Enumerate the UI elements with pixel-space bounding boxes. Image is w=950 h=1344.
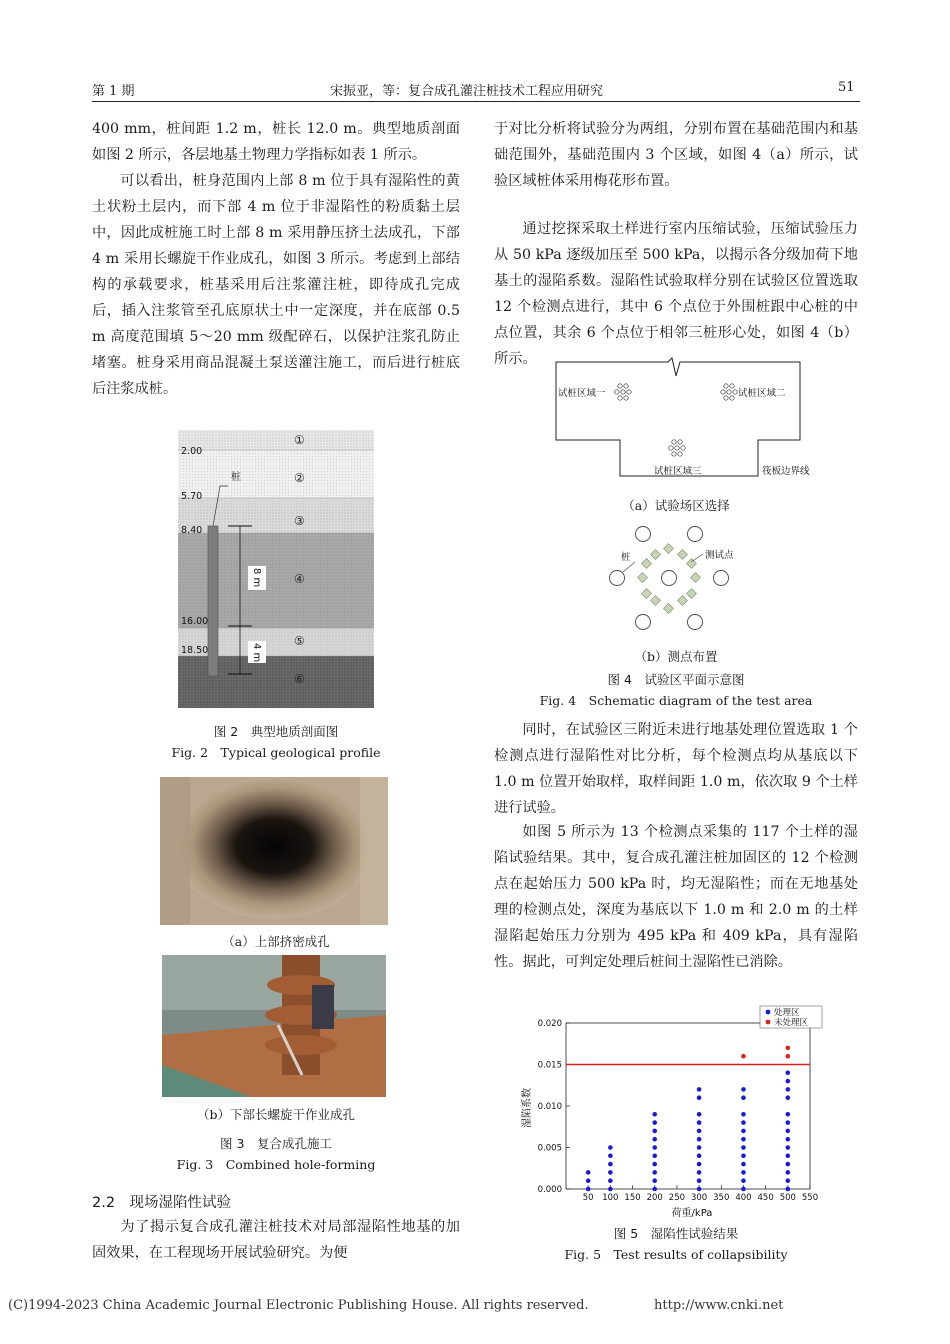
- data-point: [697, 1145, 702, 1150]
- data-point: [786, 1054, 791, 1059]
- x-tick-label: 450: [757, 1193, 774, 1203]
- x-tick-label: 550: [801, 1193, 819, 1203]
- data-point: [741, 1120, 746, 1125]
- data-point: [652, 1145, 657, 1150]
- data-point: [786, 1071, 791, 1076]
- data-point: [608, 1162, 613, 1167]
- data-point: [652, 1129, 657, 1134]
- figure-caption: 图 3 复合成孔施工: [220, 1136, 332, 1151]
- data-point: [786, 1137, 791, 1142]
- x-tick-label: 400: [735, 1193, 752, 1203]
- data-point: [697, 1129, 702, 1134]
- data-point: [786, 1112, 791, 1117]
- figure-caption-en: Fig. 2 Typical geological profile: [171, 745, 381, 760]
- data-point: [741, 1137, 746, 1142]
- data-point: [741, 1095, 746, 1100]
- data-point: [786, 1079, 791, 1084]
- soil-layer-3: [178, 498, 374, 533]
- subfigure-caption: （b）测点布置: [634, 649, 718, 664]
- figure-caption: 图 2 典型地质剖面图: [213, 724, 339, 739]
- soil-layer-4: [178, 533, 374, 628]
- measuring-point-layout: [595, 520, 755, 640]
- upper-hole-photo: [160, 777, 388, 925]
- data-point: [697, 1120, 702, 1125]
- pile-label: 桩: [231, 472, 241, 483]
- x-tick-label: 100: [602, 1193, 619, 1203]
- figure-caption-en: Fig. 3 Combined hole-forming: [176, 1157, 376, 1172]
- journal-issue: 第 1 期: [92, 84, 135, 99]
- data-point: [697, 1087, 702, 1092]
- pile: [208, 526, 218, 676]
- legend-label: 未处理区: [774, 1018, 809, 1028]
- figure-caption: 图 4 试验区平面示意图: [607, 672, 745, 687]
- paragraph: 于对比分析将试验分为两组，分别布置在基础范围内和基础范围外，基础范围内 3 个区域，如图 4（a）所示，试验区域桩体采用梅花形布置。: [494, 121, 858, 189]
- depth-label: 2.00: [181, 446, 203, 457]
- data-point: [652, 1170, 657, 1175]
- data-point: [741, 1129, 746, 1134]
- legend-marker: [766, 1020, 771, 1025]
- zone-label: 试桩区域一: [558, 388, 606, 399]
- layer-number: ⑥: [294, 672, 305, 686]
- dimension-4m: 4 m: [251, 643, 262, 663]
- layer-number: ①: [294, 433, 305, 447]
- y-tick-label: 0.005: [537, 1143, 562, 1154]
- data-point: [652, 1178, 657, 1183]
- subfigure-caption: （a）上部挤密成孔: [222, 934, 330, 949]
- page-number: 51: [838, 80, 855, 95]
- header-rule: [92, 101, 860, 102]
- data-point: [786, 1120, 791, 1125]
- data-point: [697, 1162, 702, 1167]
- soil-layer-1: [178, 430, 374, 450]
- geological-profile-figure: [170, 428, 380, 710]
- depth-label: 18.50: [181, 645, 209, 656]
- raft-boundary-label: 筏板边界线: [762, 466, 810, 477]
- y-tick-label: 0.010: [537, 1102, 562, 1112]
- y-tick-label: 0.020: [537, 1019, 562, 1029]
- data-point: [697, 1178, 702, 1183]
- data-point: [786, 1154, 791, 1159]
- depth-label: 16.00: [181, 616, 209, 627]
- collapsibility-chart: [512, 1004, 824, 1220]
- data-point: [608, 1154, 613, 1159]
- legend-label: 处理区: [774, 1008, 800, 1018]
- x-axis-label: 荷重/kPa: [671, 1208, 713, 1219]
- layer-number: ⑤: [294, 634, 305, 648]
- x-tick-label: 500: [779, 1193, 796, 1203]
- x-tick-label: 300: [690, 1193, 708, 1203]
- data-point: [697, 1154, 702, 1159]
- zone-label: 试桩区域三: [654, 466, 702, 477]
- subfigure-caption: （a）试验场区选择: [622, 498, 730, 513]
- figure-caption-en: Fig. 4 Schematic diagram of the test area: [539, 693, 813, 708]
- data-point: [786, 1162, 791, 1167]
- data-point: [741, 1145, 746, 1150]
- data-point: [608, 1178, 613, 1183]
- legend-marker: [766, 1010, 771, 1015]
- dimension-8m: 8 m: [251, 568, 262, 588]
- data-point: [697, 1187, 702, 1192]
- subfigure-caption: （b）下部长螺旋干作业成孔: [196, 1107, 355, 1122]
- data-point: [697, 1170, 702, 1175]
- plot-frame: [566, 1023, 810, 1189]
- x-tick-label: 350: [713, 1193, 730, 1203]
- data-point: [608, 1145, 613, 1150]
- data-point: [586, 1170, 591, 1175]
- data-point: [786, 1145, 791, 1150]
- data-point: [652, 1137, 657, 1142]
- paragraph: 通过挖探采取土样进行室内压缩试验，压缩试验压力从 50 kPa 逐级加压至 500 kPa，以揭示各分级加荷下地基土的湿陷系数。湿陷性试验取样分别在试验区位置选取 12 个检测点进行，其中 6 个点位于外围桩跟中心桩的中点位置，其余 6 个点位于相邻三桩形心处，如图 4（b）所示。: [494, 221, 858, 367]
- data-point: [652, 1162, 657, 1167]
- pile-legend-label: 桩: [621, 552, 631, 563]
- running-title: 宋振亚，等：复合成孔灌注桩技术工程应用研究: [330, 84, 604, 99]
- data-point: [741, 1112, 746, 1117]
- x-tick-label: 150: [624, 1193, 641, 1203]
- data-point: [786, 1170, 791, 1175]
- layer-number: ③: [294, 514, 305, 528]
- x-tick-label: 250: [668, 1193, 686, 1203]
- figure-caption: 图 5 湿陷性试验结果: [613, 1226, 739, 1241]
- depth-label: 5.70: [181, 491, 203, 502]
- y-axis-label: 湿陷系数: [522, 1088, 533, 1128]
- data-point: [586, 1178, 591, 1183]
- data-point: [741, 1170, 746, 1175]
- depth-label: 8.40: [181, 525, 203, 536]
- data-point: [741, 1054, 746, 1059]
- zone-label: 试桩区域二: [738, 388, 786, 399]
- point-legend-label: 测试点: [705, 550, 734, 561]
- data-point: [741, 1087, 746, 1092]
- data-point: [608, 1187, 613, 1192]
- data-point: [786, 1046, 791, 1051]
- cnki-url[interactable]: http://www.cnki.net: [654, 1298, 784, 1313]
- data-point: [608, 1170, 613, 1175]
- auger-drilling-photo: [162, 955, 386, 1097]
- data-point: [786, 1087, 791, 1092]
- data-point: [697, 1137, 702, 1142]
- section-heading: 2.2 现场湿陷性试验: [92, 1195, 232, 1211]
- data-point: [586, 1187, 591, 1192]
- data-point: [741, 1162, 746, 1167]
- data-point: [697, 1112, 702, 1117]
- data-point: [741, 1154, 746, 1159]
- layer-number: ②: [294, 471, 305, 485]
- data-point: [652, 1154, 657, 1159]
- copyright-notice: (C)1994-2023 China Academic Journal Electronic Publishing House. All rights reserved.: [8, 1298, 589, 1313]
- data-point: [786, 1129, 791, 1134]
- x-tick-label: 50: [582, 1193, 594, 1203]
- data-point: [741, 1178, 746, 1183]
- chart-axes: [538, 1019, 818, 1203]
- y-tick-label: 0.000: [537, 1185, 562, 1195]
- soil-layer-2: [178, 450, 374, 498]
- figure-caption-en: Fig. 5 Test results of collapsibility: [564, 1247, 788, 1262]
- data-point: [652, 1112, 657, 1117]
- paragraph: 400 mm，桩间距 1.2 m，桩长 12.0 m。典型地质剖面如图 2 所示，各层地基土物理力学指标如表 1 所示。: [92, 121, 460, 163]
- chart-marks: [566, 1046, 810, 1192]
- y-tick-label: 0.015: [537, 1060, 562, 1071]
- layer-number: ④: [294, 572, 305, 586]
- data-point: [786, 1178, 791, 1183]
- data-point: [652, 1120, 657, 1125]
- data-point: [652, 1187, 657, 1192]
- data-point: [786, 1095, 791, 1100]
- x-tick-label: 200: [646, 1193, 663, 1203]
- paragraph: 如图 5 所示为 13 个检测点采集的 117 个土样的湿陷试验结果。其中，复合成孔灌注桩加固区的 12 个检测点在起始压力 500 kPa 时，均无湿陷性；而在无地基处理的检测点处，深度为基底以下 1.0 m 和 2.0 m 的土样湿陷起始压力分别为 495 kPa 和 409 kPa，具有湿陷性。据此，可判定处理后桩间土湿陷性已消除。: [494, 824, 858, 970]
- data-point: [786, 1187, 791, 1192]
- data-point: [741, 1187, 746, 1192]
- paragraph: 可以看出，桩身范围内上部 8 m 位于具有湿陷性的黄土状粉土层内，而下部 4 m 位于非湿陷性的粉质黏土层中，因此成桩施工时上部 8 m 采用静压挤土法成孔，下部 4 m 采用长螺旋干作业成孔，如图 3 所示。考虑到上部结构的承载要求，桩基采用后注浆灌注桩，即待成孔完成后，插入注浆管至孔底原状土中一定深度，并在底部 0.5 m 高度范围填 5～20 mm 级配碎石，以保护注浆孔防止堵塞。桩身采用商品混凝土泵送灌注施工，而后进行桩底后注浆成桩。: [92, 173, 460, 397]
- paragraph: 同时，在试验区三附近未进行地基处理位置选取 1 个检测点进行湿陷性对比分析，每个检测点均从基底以下 1.0 m 位置开始取样，取样间距 1.0 m，依次取 9 个土样进行试验。: [494, 722, 858, 816]
- test-area-plan: [540, 356, 820, 486]
- soil-layer-6: [178, 656, 374, 708]
- paragraph: 为了揭示复合成孔灌注桩技术对局部湿陷性地基的加固效果，在工程现场开展试验研究。为便: [92, 1219, 460, 1261]
- data-point: [697, 1095, 702, 1100]
